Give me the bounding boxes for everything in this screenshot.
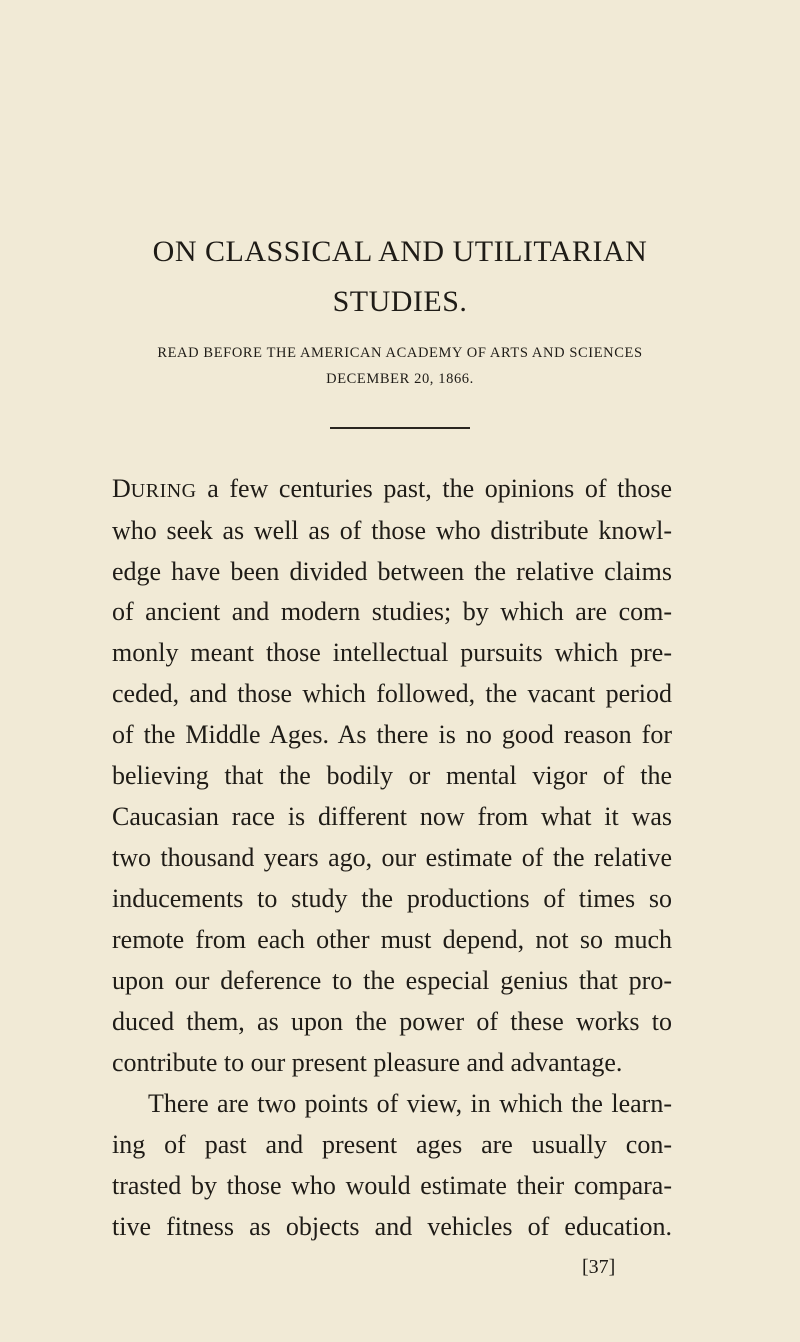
text-line: two thousand years ago, our estimate of the relative xyxy=(112,843,672,872)
text-line: ing of past and present ages are usually con- xyxy=(112,1130,672,1159)
text-line: remote from each other must depend, not so much xyxy=(112,925,672,954)
text-line: tive fitness as objects and vehicles of education. xyxy=(112,1212,672,1241)
page-title: ON CLASSICAL AND UTILITARIAN xyxy=(152,235,648,268)
text-line: of the Middle Ages. As there is no good reason for xyxy=(112,720,672,749)
text-line: edge have been divided between the relative claims xyxy=(112,557,672,586)
text-line: inducements to study the productions of times so xyxy=(112,884,672,913)
text-line: monly meant those intellectual pursuits which pre- xyxy=(112,638,672,667)
text-line: ceded, and those which followed, the vacant period xyxy=(112,679,672,708)
text-line: trasted by those who would estimate their compara- xyxy=(112,1171,672,1200)
text-line: There are two points of view, in which the learn- xyxy=(148,1089,672,1118)
text-line: who seek as well as of those who distribute knowl- xyxy=(112,516,672,545)
dropcap-initial: D xyxy=(112,474,131,503)
text-line: upon our deference to the especial genius that pro- xyxy=(112,966,672,995)
page-number: [37] xyxy=(582,1256,616,1278)
divider-rule xyxy=(330,427,470,429)
text-line: contribute to our present pleasure and advantage. xyxy=(112,1048,623,1077)
text-line: believing that the bodily or mental vigor of the xyxy=(112,761,672,790)
page-title-continued: STUDIES. xyxy=(332,285,468,318)
text-line-content: a few centuries past, the opinions of those xyxy=(196,474,672,503)
text-line: duced them, as upon the power of these works to xyxy=(112,1007,672,1036)
subtitle: READ BEFORE THE AMERICAN ACADEMY OF ARTS AND SCIENCES xyxy=(157,345,643,361)
text-line: of ancient and modern studies; by which are com- xyxy=(112,597,672,626)
date-line: DECEMBER 20, 1866. xyxy=(326,371,474,387)
dropcap-rest: URING xyxy=(130,480,197,502)
text-line xyxy=(112,476,672,502)
text-line: Caucasian race is different now from what it was xyxy=(112,802,672,831)
